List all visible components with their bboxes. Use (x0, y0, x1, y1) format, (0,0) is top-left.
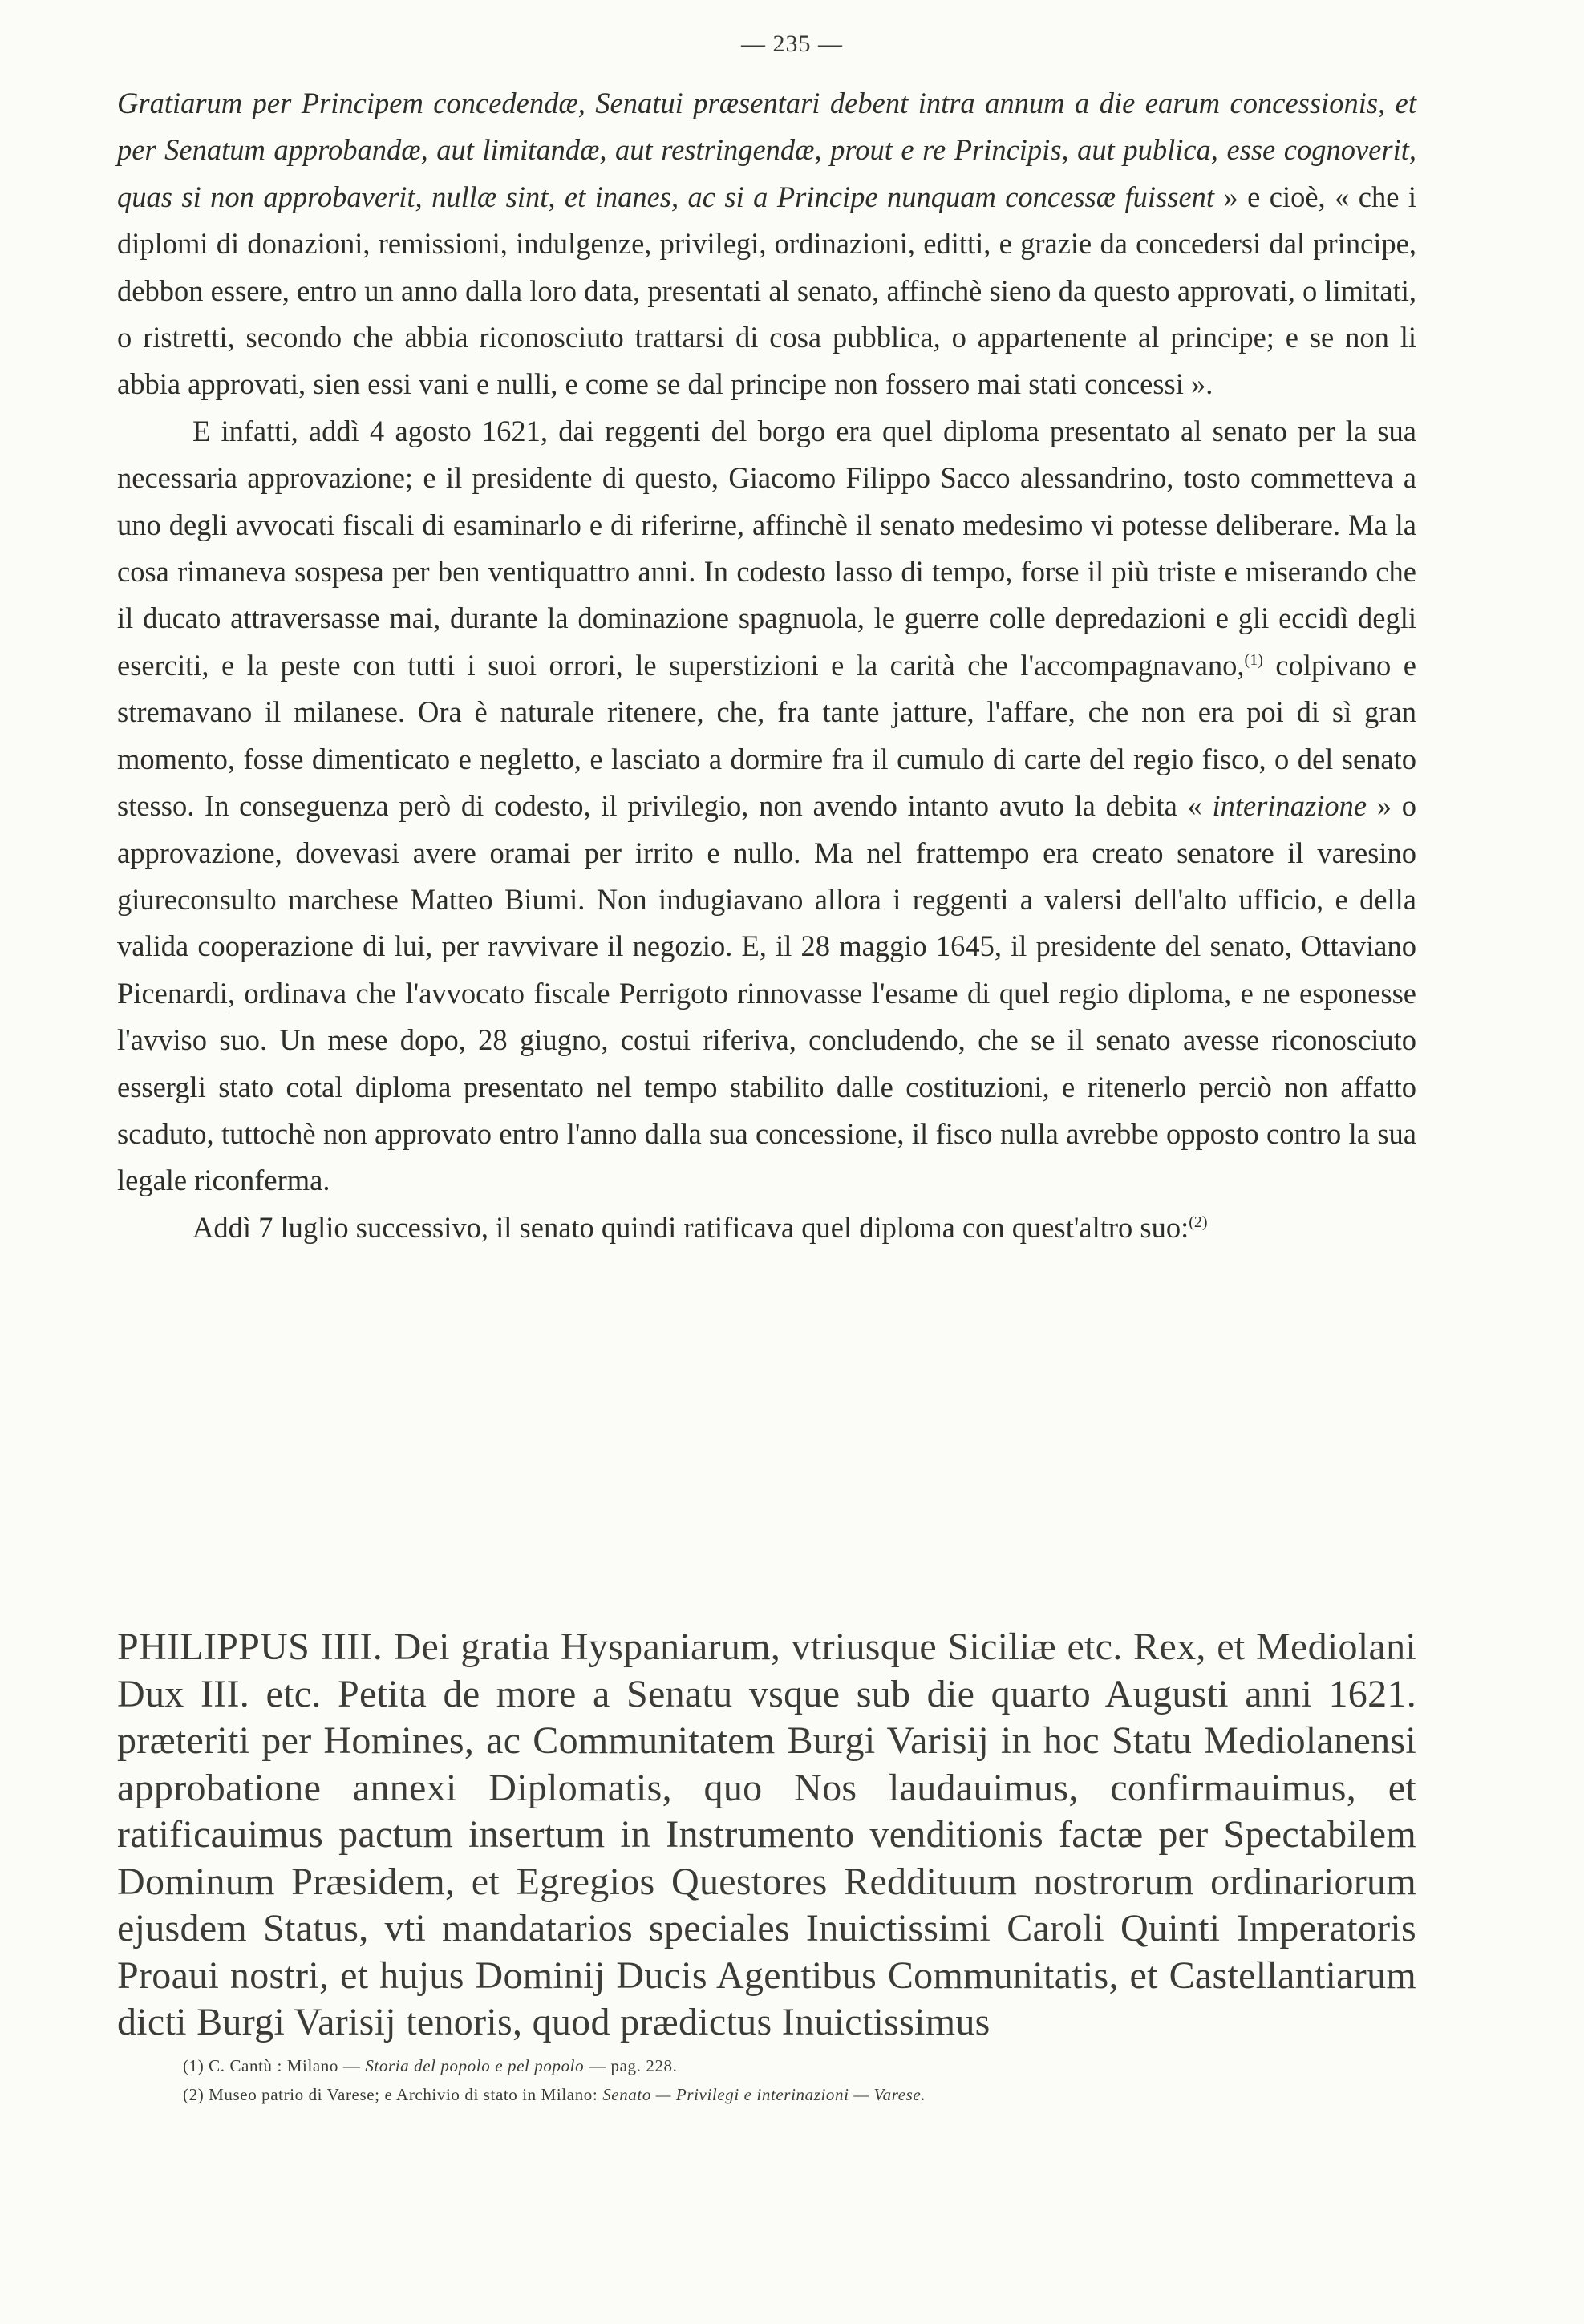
latin-quotation: Gratiarum per Principem concedendæ, Senatui præsentari debent intra annum a die earum concessionis, et per Senatum approbandæ, aut limitandæ, aut restringendæ, prout e re Principis, aut publica, esse cognoverit, quas si non approbaverit, nullæ sint, et inanes, ac si a Principe nunquam concessæ fuissent (117, 87, 1416, 213)
footnote-2-title: Senato — Privilegi e interinazioni — Varese. (602, 2085, 926, 2104)
footnote-1 (183, 2051, 1386, 2080)
decree-text (117, 1624, 1416, 2047)
footnote-1-title: Storia del popolo e pel popolo (365, 2056, 585, 2075)
footnote-1-lead: (1) C. Cantù : Milano — (183, 2056, 366, 2075)
body-text (117, 80, 1416, 1251)
paragraph-3-text: Addì 7 luglio successivo, il senato quindi ratificava quel diploma con quest'altro suo: (192, 1210, 1189, 1244)
paragraph-2-text-b: colpivano e stremavano il milanese. Ora è naturale ritenere, che, fra tante jatture, l'affare, che non era poi di sì gran momento, fosse dimenticato e negletto, e lasciato a dormire fra il cumulo di carte del regio fisco, o del senato stesso. In conseguenza però di codesto, il privilegio, non avendo intanto avuto la debita « (117, 648, 1417, 823)
footnote-2 (183, 2080, 1386, 2109)
interinazione-term: interinazione (1212, 789, 1367, 823)
paragraph-2-text-a: E infatti, addì 4 agosto 1621, dai reggenti del borgo era quel diploma presentato al senato per la sua necessaria approvazione; e il presidente di questo, Giacomo Filippo Sacco alessandrino, tosto commetteva a uno degli avvocati fiscali di esaminarlo e di riferirne, affinchè il senato medesimo vi potesse deliberare. Ma la cosa rimaneva sospesa per ben ventiquattro anni. In codesto lasso di tempo, forse il più triste e miserando che il ducato attraversasse mai, durante la dominazione spagnuola, le guerre colle depredazioni e gli eccidì degli eserciti, e la peste con tutti i suoi orrori, le superstizioni e la carità che l'accompagnavano, (117, 414, 1416, 682)
paragraph-1-text: » e cioè, « che i diplomi di donazioni, remissioni, indulgenze, privilegi, ordinazioni, editti, e grazie da concedersi dal principe, debbon essere, entro un anno dalla loro data, presentati al senato, affinchè sieno da questo approvati, o limitati, o ristretti, secondo che abbia riconosciuto trattarsi di cosa pubblica, o appartenente al principe; e se non li abbia approvati, sien essi vani e nulli, e come se dal principe non fossero mai stati concessi ». (117, 180, 1416, 401)
footnotes (183, 2051, 1386, 2109)
footnote-1-tail: — pag. 228. (584, 2056, 678, 2075)
page-number: — 235 — (741, 30, 843, 57)
paragraph-1 (117, 80, 1416, 408)
footnote-ref-1: (1) (1244, 650, 1263, 669)
paragraph-2 (117, 408, 1416, 1205)
footnote-2-lead: (2) Museo patrio di Varese; e Archivio di stato in Milano: (183, 2085, 603, 2104)
paragraph-2-text-c: » o approvazione, dovevasi avere oramai per irrito e nullo. Ma nel frattempo era creato senatore il varesino giureconsulto marchese Matteo Biumi. Non indugiavano allora i reggenti a valersi dell'alto ufficio, e della valida cooperazione di lui, per ravvivare il negozio. E, il 28 maggio 1645, il presidente del senato, Ottaviano Picenardi, ordinava che l'avvocato fiscale Perrigoto rinnovasse l'esame di quel regio diploma, e ne esponesse l'avviso suo. Un mese dopo, 28 giugno, costui riferiva, concludendo, che se il senato avesse riconosciuto essergli stato cotal diploma presentato nel tempo stabilito dalle costituzioni, e ritenerlo perciò non affatto scaduto, tuttochè non approvato entro l'anno dalla sua concessione, il fisco nulla avrebbe opposto contro la sua legale riconferma. (117, 789, 1417, 1197)
footnote-ref-2: (2) (1189, 1213, 1208, 1231)
paragraph-3 (117, 1205, 1416, 1251)
decree-paragraph: PHILIPPUS IIII. Dei gratia Hyspaniarum, vtriusque Siciliæ etc. Rex, et Mediolani Dux III. etc. Petita de more a Senatu vsque sub die quarto Augusti anni 1621. præteriti per Homines, ac Communitatem Burgi Varisij in hoc Statu Mediolanensi approbatione annexi Diplomatis, quo Nos laudauimus, confirmauimus, et ratificauimus pactum insertum in Instrumento venditionis factæ per Spectabilem Dominum Præsidem, et Egregios Questores Reddituum nostrorum ordinariorum ejusdem Status, vti mandatarios speciales Inuictissimi Caroli Quinti Imperatoris Proaui nostri, et hujus Dominij Ducis Agentibus Communitatis, et Castellantiarum dicti Burgi Varisij tenoris, quod prædictus Inuictissimus (117, 1626, 1416, 2043)
